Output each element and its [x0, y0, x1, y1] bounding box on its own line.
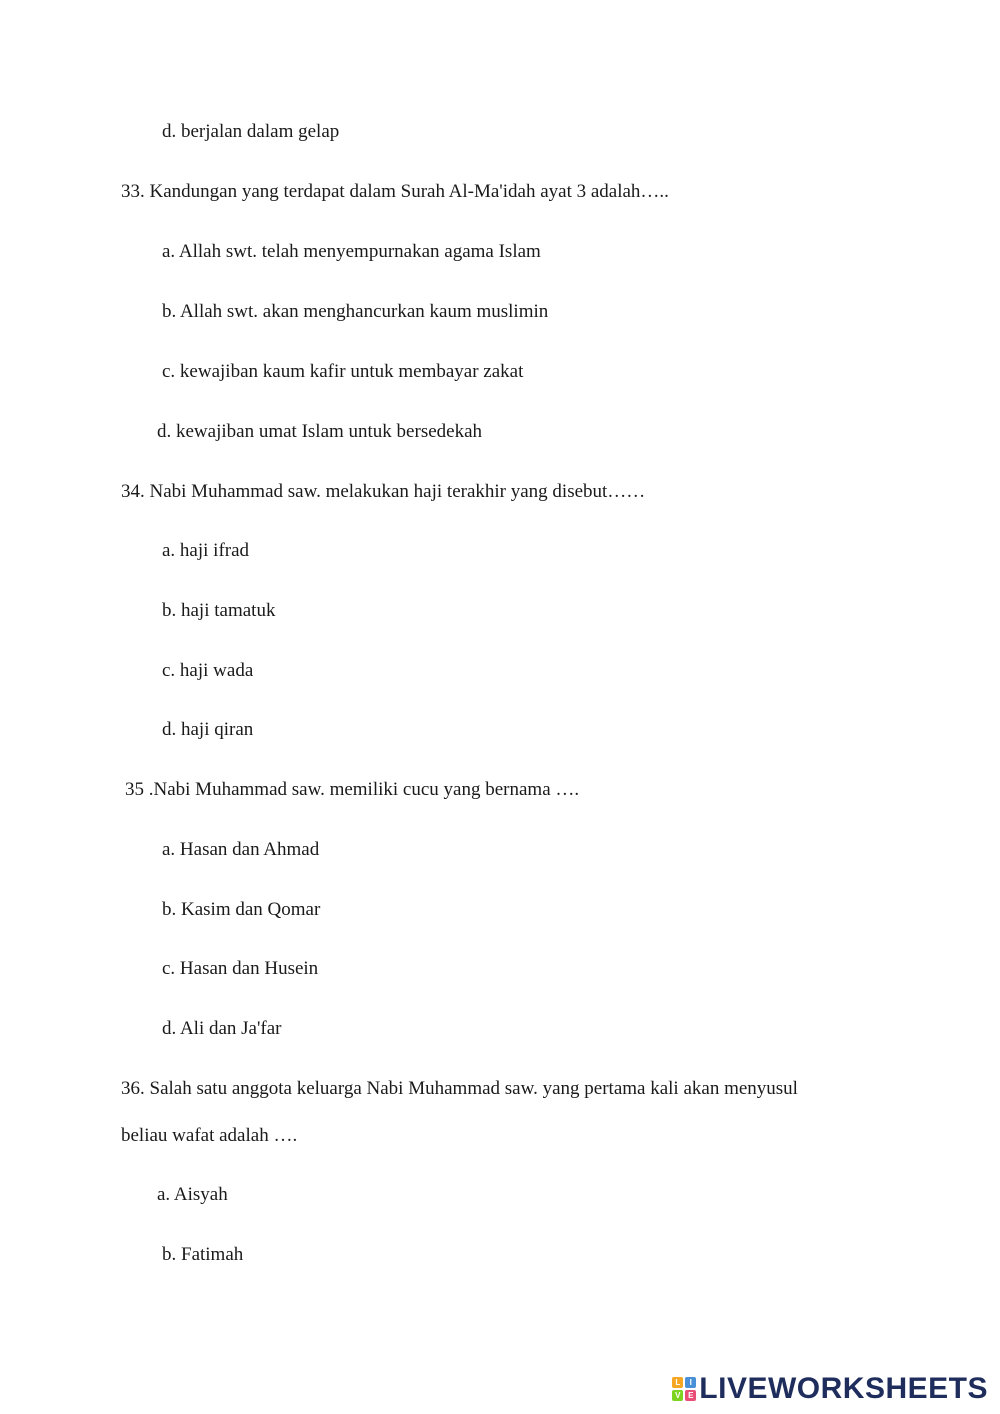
logo-mark-l: L — [672, 1377, 683, 1388]
q35-question: 35 .Nabi Muhammad saw. memiliki cucu yang bernama …. — [125, 779, 580, 800]
q36-option-b: b. Fatimah — [162, 1244, 244, 1265]
q35-option-c: c. Hasan dan Husein — [162, 958, 319, 979]
logo-mark-v: V — [672, 1390, 683, 1401]
q32-option-d: d. berjalan dalam gelap — [162, 121, 340, 142]
liveworksheets-logo-icon — [672, 1377, 696, 1401]
q35-option-b: b. Kasim dan Qomar — [162, 899, 321, 920]
q35-option-d: d. Ali dan Ja'far — [162, 1018, 282, 1039]
liveworksheets-logo[interactable] — [672, 1372, 988, 1406]
q33-option-a: a. Allah swt. telah menyempurnakan agama Islam — [162, 241, 541, 262]
q34-option-b: b. haji tamatuk — [162, 600, 276, 621]
q34-question: 34. Nabi Muhammad saw. melakukan haji terakhir yang disebut…… — [121, 481, 646, 502]
q36-question-line2: beliau wafat adalah …. — [121, 1125, 298, 1146]
q34-option-a: a. haji ifrad — [162, 540, 250, 561]
logo-mark-i: I — [685, 1377, 696, 1388]
q36-option-a: a. Aisyah — [157, 1184, 228, 1205]
q33-option-d: d. kewajiban umat Islam untuk bersedekah — [157, 421, 483, 442]
q33-question: 33. Kandungan yang terdapat dalam Surah Al-Ma'idah ayat 3 adalah….. — [121, 181, 669, 202]
q36-question-line1: 36. Salah satu anggota keluarga Nabi Muhammad saw. yang pertama kali akan menyusul — [121, 1078, 798, 1099]
q34-option-c: c. haji wada — [162, 660, 254, 681]
q33-option-c: c. kewajiban kaum kafir untuk membayar zakat — [162, 361, 524, 382]
logo-mark-e: E — [685, 1390, 696, 1401]
q34-option-d: d. haji qiran — [162, 719, 254, 740]
q33-option-b: b. Allah swt. akan menghancurkan kaum muslimin — [162, 301, 549, 322]
liveworksheets-wordmark: LIVEWORKSHEETS — [699, 1372, 988, 1405]
q35-option-a: a. Hasan dan Ahmad — [162, 839, 320, 860]
